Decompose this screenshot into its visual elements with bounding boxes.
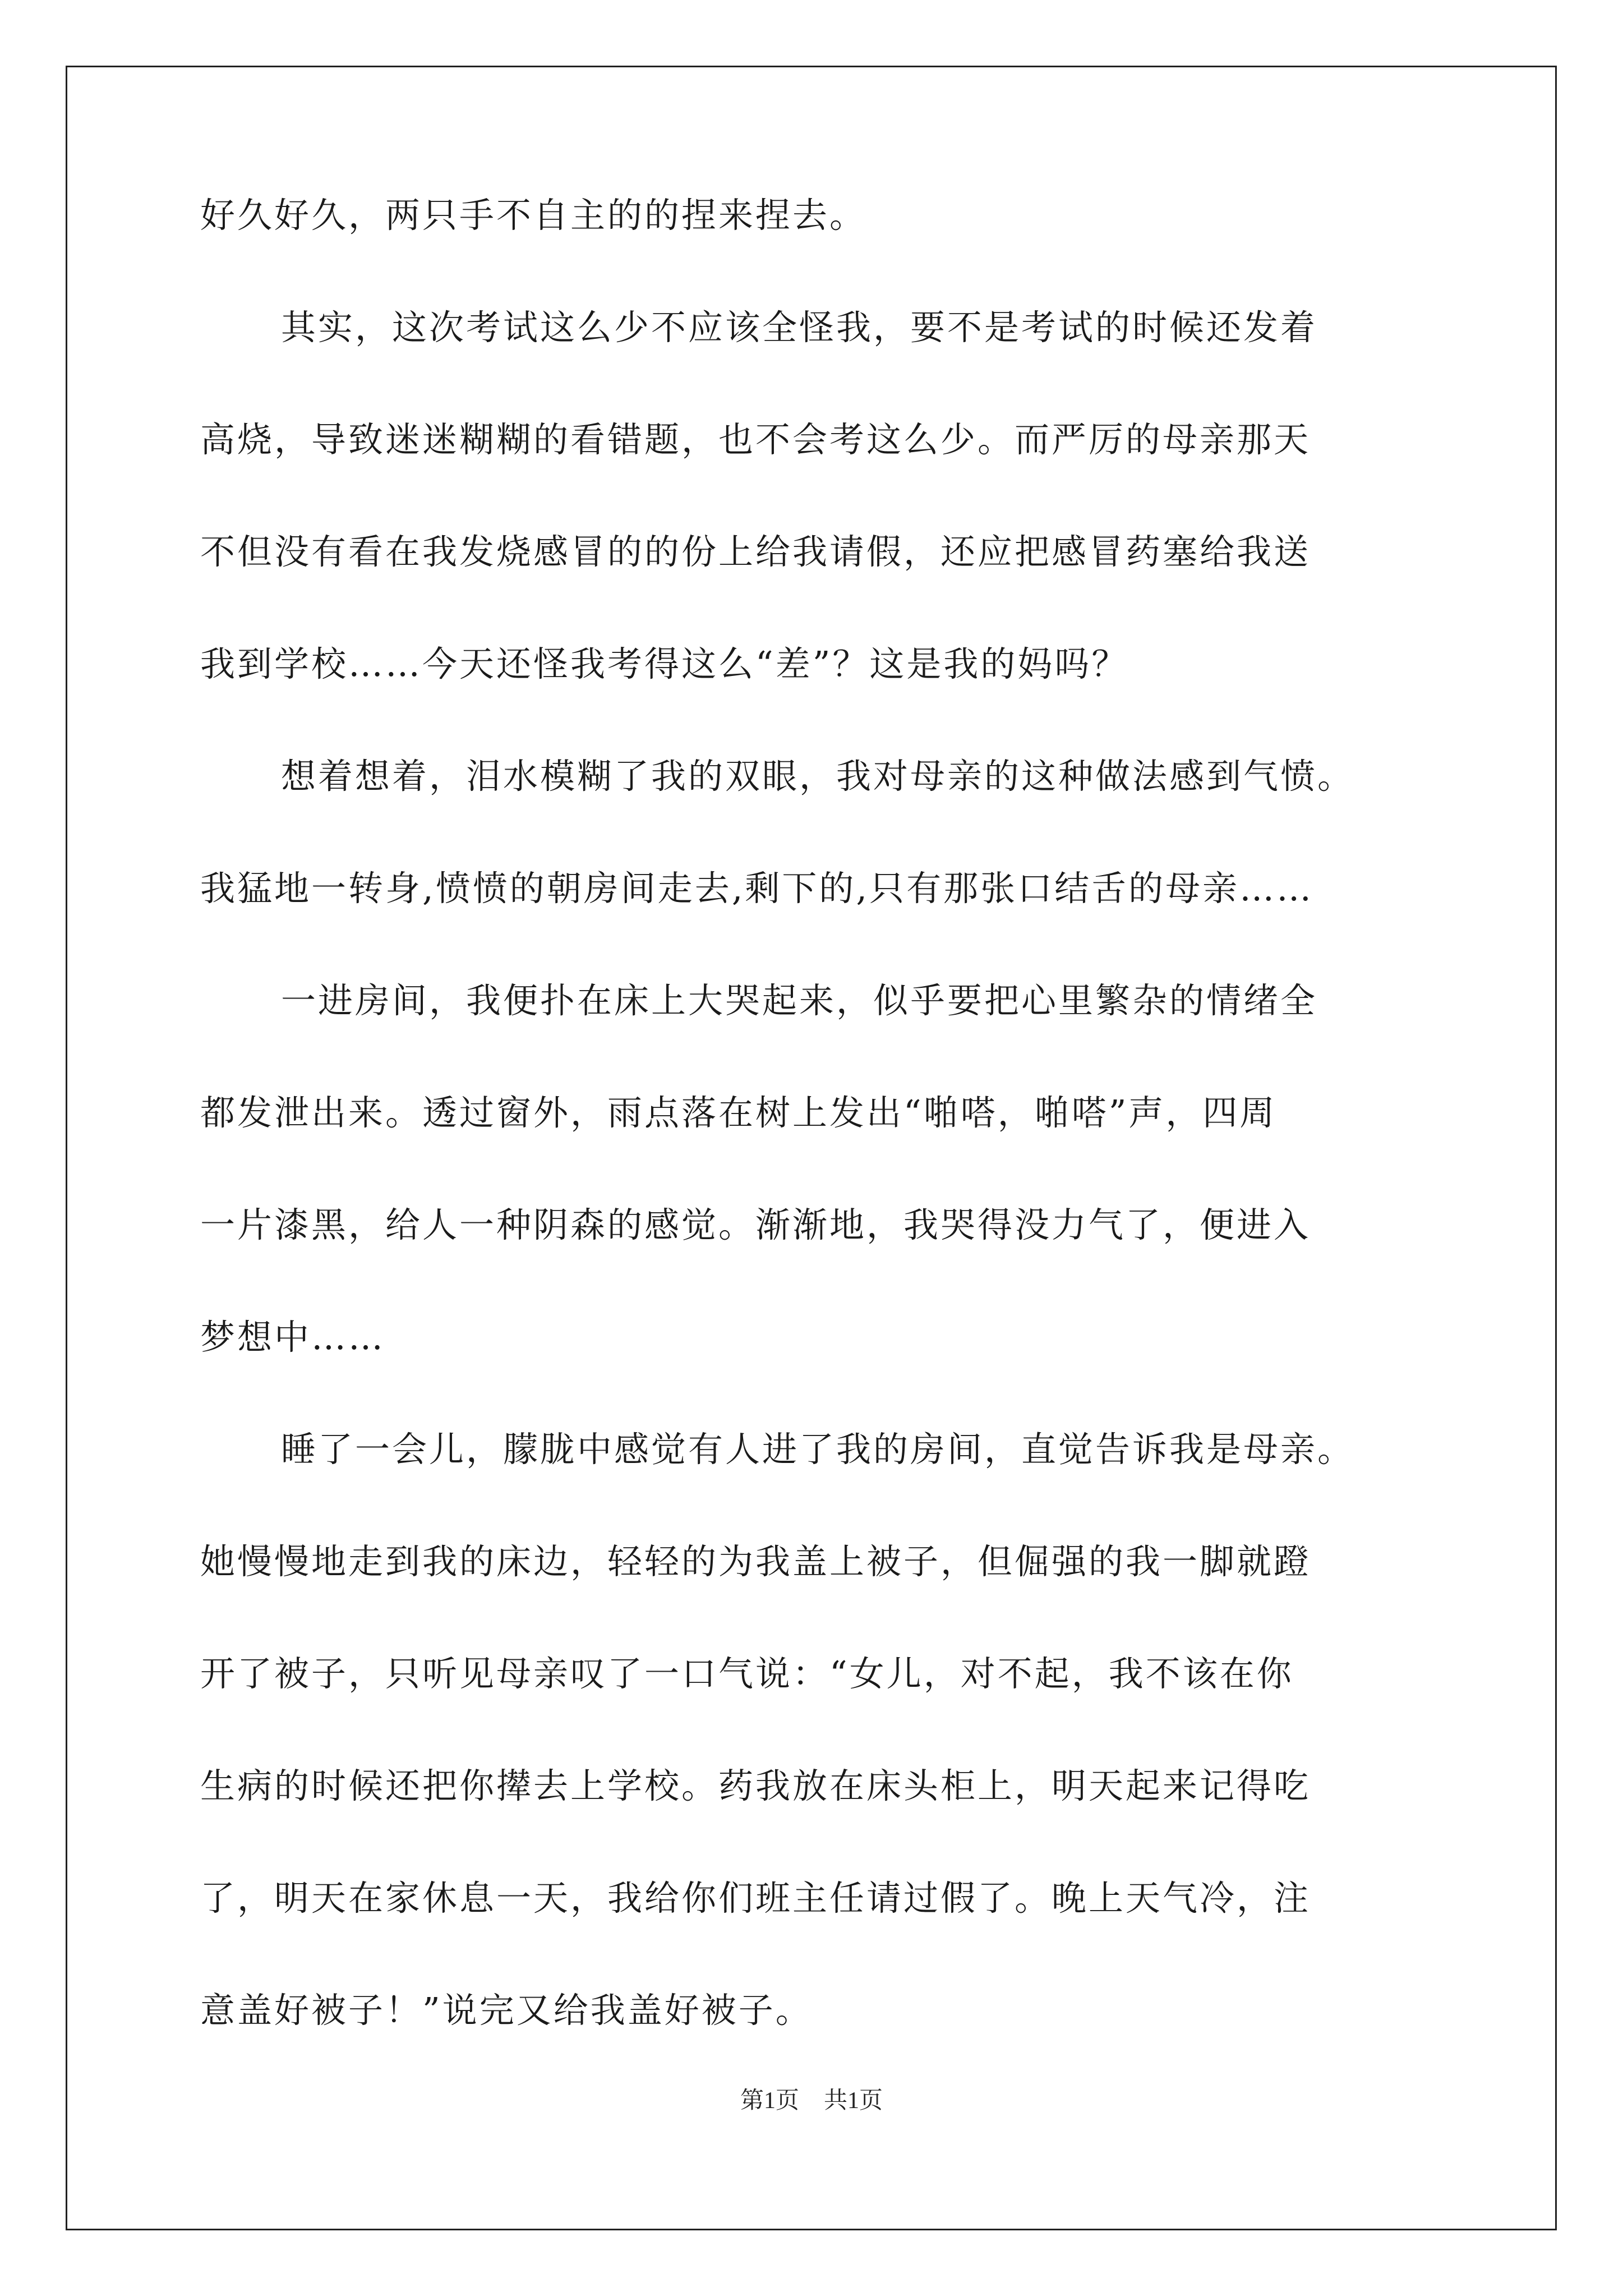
- text-line: 我猛地一转身,愤愤的朝房间走去,剩下的,只有那张口结舌的母亲……: [200, 868, 1314, 909]
- paragraph-start-line: 其实，这次考试这么少不应该全怪我，要不是考试的时候还发着: [281, 307, 1318, 348]
- text-line: 梦想中……: [200, 1317, 386, 1358]
- text-line: 不但没有看在我发烧感冒的的份上给我请假，还应把感冒药塞给我送: [200, 531, 1311, 572]
- paragraph-start-line: 想着想着，泪水模糊了我的双眼，我对母亲的这种做法感到气愤。: [281, 756, 1355, 797]
- page-footer: [0, 2084, 1623, 2118]
- paragraph-start-line: 睡了一会儿，朦胧中感觉有人进了我的房间，直觉告诉我是母亲。: [281, 1429, 1355, 1470]
- text-line: 了，明天在家休息一天，我给你们班主任请过假了。晚上天气冷，注: [200, 1878, 1311, 1918]
- text-line: 都发泄出来。透过窗外，雨点落在树上发出“啪嗒，啪嗒”声，四周: [200, 1092, 1277, 1133]
- text-line: 意盖好被子！”说完又给我盖好被子。: [200, 1990, 813, 2031]
- text-line: 高烧，导致迷迷糊糊的看错题，也不会考这么少。而严厉的母亲那天: [200, 419, 1311, 460]
- page-total: 共1页: [824, 2088, 883, 2114]
- text-line: 好久好久，两只手不自主的的捏来捏去。: [200, 195, 867, 236]
- page-number: 第1页: [740, 2088, 799, 2114]
- text-line: 生病的时候还把你撵去上学校。药我放在床头柜上，明天起来记得吃: [200, 1765, 1311, 1806]
- text-line: 她慢慢地走到我的床边，轻轻的为我盖上被子，但倔强的我一脚就蹬: [200, 1541, 1311, 1582]
- text-line: 我到学校……今天还怪我考得这么“差”？这是我的妈吗？: [200, 643, 1129, 684]
- paragraph-start-line: 一进房间，我便扑在床上大哭起来，似乎要把心里繁杂的情绪全: [281, 980, 1318, 1021]
- text-line: 开了被子，只听见母亲叹了一口气说：“女儿，对不起，我不该在你: [200, 1653, 1294, 1694]
- text-line: 一片漆黑，给人一种阴森的感觉。渐渐地，我哭得没力气了，便进入: [200, 1204, 1311, 1245]
